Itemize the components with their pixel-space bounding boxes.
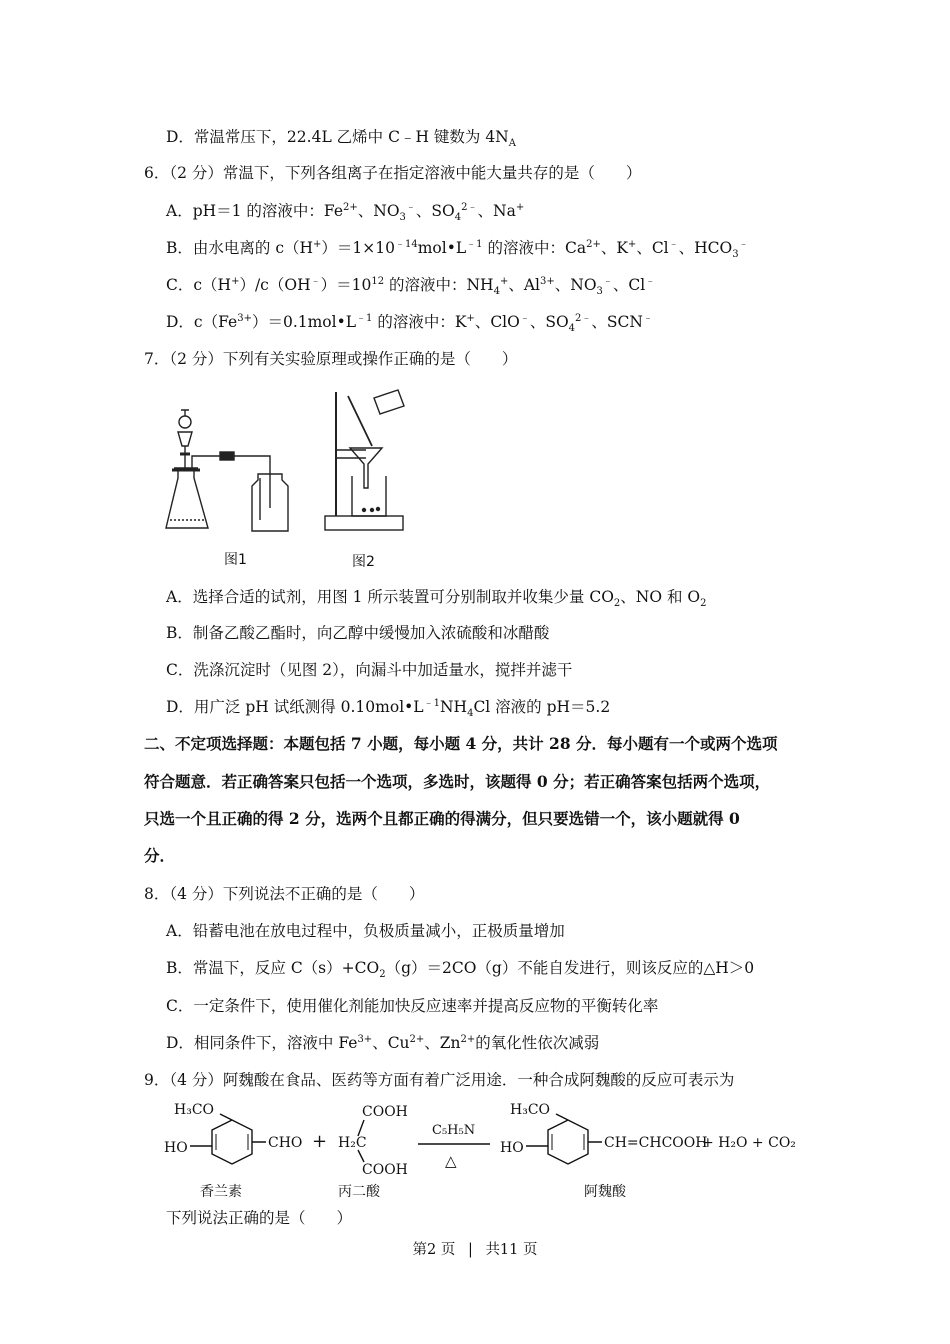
fig1-label: 图1 (224, 552, 247, 568)
sup: + (313, 238, 322, 250)
t: D．用广泛 pH 试纸测得 0.10mol•L (166, 698, 424, 716)
section2-line3: 只选一个且正确的得 2 分，选两个且都正确的得满分，但只要选错一个，该小题就得 0 (144, 809, 740, 828)
t: 、K (600, 239, 628, 257)
sub: 4 (493, 286, 500, 298)
t: ）＝0.1mol•L (251, 313, 357, 331)
section2-line2: 符合题意．若正确答案只包括一个选项，多选时，该题得 0 分；若正确答案包括两个选项， (144, 772, 771, 791)
sup: ﹣14 (395, 238, 418, 250)
sup: 12 (371, 275, 385, 287)
page-total: 共11 页 (485, 1242, 538, 1258)
t: ）＝10 (320, 276, 372, 294)
t: 、NO 和 O (620, 588, 701, 606)
sup: + (231, 275, 240, 287)
sub: 4 (454, 212, 462, 224)
sub: A (508, 138, 516, 150)
t: 、Al (508, 276, 540, 294)
fig2-apparatus (325, 390, 404, 530)
q7-stem: 7．（2 分）下列有关实验原理或操作正确的是（ ） (144, 350, 518, 368)
sup: ﹣1 (466, 238, 483, 250)
sup: ﹣ (668, 238, 679, 250)
sup: 3+ (540, 275, 555, 287)
q8-option-d (166, 1032, 599, 1054)
t: D．c（Fe (166, 313, 238, 331)
sub: 2 (613, 598, 621, 610)
fig2-label: 图2 (352, 554, 375, 570)
reaction-equation (160, 1094, 820, 1204)
vanillin-hydroxy: HO (164, 1140, 188, 1156)
t: 、SO (529, 313, 569, 331)
sup: + (515, 201, 525, 213)
t: ）/c（OH (239, 276, 311, 294)
t: A．选择合适的试剂，用图 1 所示装置可分别制取并收集少量 CO (166, 588, 614, 606)
q6-option-a (166, 200, 524, 222)
malonic-ch2: H₂C (338, 1135, 367, 1151)
sub: 2 (379, 969, 386, 981)
sup: 2﹣ (575, 312, 592, 324)
q6-option-b (166, 237, 749, 259)
t: 、Cu (372, 1034, 410, 1052)
vanillin-ring (212, 1120, 252, 1164)
t: mol•L (417, 239, 467, 257)
tube-clamp (220, 452, 234, 460)
page-number: 第2 页 (412, 1242, 456, 1258)
t: 、Zn (424, 1034, 461, 1052)
sup: 2+ (586, 238, 601, 250)
sup: 2+ (343, 201, 358, 213)
t: Cl 溶液的 pH＝5.2 (473, 698, 611, 716)
t: 、Na (477, 202, 516, 220)
vanillin-bonds (190, 1114, 266, 1146)
t: 、Cl (636, 239, 669, 257)
sup: 2+ (460, 1033, 476, 1045)
t: A．pH＝1 的溶液中：Fe (166, 202, 344, 220)
t: ）＝1×10 (321, 239, 395, 257)
sub: 3 (399, 212, 406, 224)
name-malonic-acid: 丙二酸 (338, 1184, 380, 1200)
page-footer (0, 1238, 950, 1259)
sup: + (499, 275, 509, 287)
ferulic-ring (548, 1120, 588, 1164)
q8-option-b (166, 957, 754, 979)
funnel-body (178, 432, 192, 446)
precipitate (363, 509, 366, 512)
precipitate (371, 509, 374, 512)
conical-flask (166, 468, 208, 528)
q8-option-c: C．一定条件下，使用催化剂能加快反应速率并提高反应物的平衡转化率 (166, 997, 659, 1015)
beaker (352, 476, 386, 516)
ferulic-side-chain: CH=CHCOOH (604, 1135, 708, 1151)
malonic-cooh-top: COOH (362, 1104, 408, 1120)
catalyst-label: C₅H₅N (432, 1123, 476, 1138)
q9-ask: 下列说法正确的是（ ） (166, 1209, 353, 1227)
sup: ﹣ (738, 238, 749, 250)
q8-option-a: A．铅蓄电池在放电过程中，负极质量减小，正极质量增加 (166, 922, 565, 940)
ferulic-methoxy: H₃CO (510, 1102, 551, 1118)
name-ferulic-acid: 阿魏酸 (584, 1184, 626, 1200)
section2-line4: 分． (144, 846, 176, 865)
t: C．c（H (166, 276, 232, 294)
t: B．由水电离的 c（H (166, 239, 314, 257)
t: 、ClO (474, 313, 520, 331)
t: 、SO (415, 202, 455, 220)
plus-sign: + (312, 1131, 328, 1152)
t: 、HCO (678, 239, 733, 257)
sub: 2 (700, 598, 707, 610)
sup: ﹣ (519, 312, 530, 324)
t: 、NO (554, 276, 597, 294)
funnel-bulb (179, 416, 191, 428)
stand-ring-clamp (336, 450, 366, 458)
sub: 4 (467, 708, 474, 720)
t: D．相同条件下，溶液中 Fe (166, 1034, 358, 1052)
t: 、Cl (612, 276, 646, 294)
t: 、NO (357, 202, 400, 220)
t: 的氧化性依次减弱 (475, 1034, 600, 1052)
delivery-tube (192, 456, 270, 508)
sup: 3+ (357, 1033, 373, 1045)
vanillin-aldehyde: CHO (268, 1135, 303, 1151)
pouring-beaker (374, 390, 404, 414)
t: 的溶液中：K (372, 313, 467, 331)
t: 、SCN (591, 313, 643, 331)
sup: + (627, 238, 637, 250)
t: 的溶液中：Ca (482, 239, 587, 257)
vanillin-methoxy: H₃CO (174, 1102, 215, 1118)
sub: 4 (568, 323, 576, 335)
sup: ﹣1 (356, 312, 373, 324)
sup: + (466, 312, 475, 324)
glass-rod (348, 396, 372, 446)
sub: 3 (732, 249, 739, 261)
sup: ﹣1 (423, 697, 440, 709)
apparatus-figure (160, 388, 420, 573)
precipitate (377, 508, 380, 511)
sup: ﹣ (645, 275, 656, 287)
q7-option-a (166, 586, 707, 608)
ferulic-bonds (526, 1114, 602, 1146)
q6-option-d (166, 311, 653, 333)
byproducts: + H₂O + CO₂ (702, 1135, 796, 1151)
fig1-apparatus (166, 410, 288, 531)
sup: 2﹣ (461, 201, 478, 213)
sup: ﹣ (405, 201, 416, 213)
sup: 2+ (409, 1033, 425, 1045)
sup: ﹣ (642, 312, 653, 324)
q7-option-b: B．制备乙酸乙酯时，向乙醇中缓慢加入浓硫酸和冰醋酸 (166, 624, 550, 642)
sub: 3 (596, 286, 603, 298)
q5-option-d (166, 126, 516, 148)
malonic-cooh-bottom: COOH (362, 1162, 408, 1178)
footer-separator: | (467, 1242, 473, 1258)
t: 的溶液中：NH (384, 276, 494, 294)
ferulic-double-bonds (552, 1134, 584, 1150)
q7-option-c: C．洗涤沉淀时（见图 2），向漏斗中加适量水，搅拌并滤干 (166, 661, 573, 679)
funnel-stopper (181, 410, 189, 416)
sup: 3+ (237, 312, 252, 324)
name-vanillin: 香兰素 (200, 1184, 242, 1200)
q5-option-d-text: D．常温常压下，22.4L 乙烯中 C﹣H 键数为 4N (166, 128, 509, 146)
t: NH (439, 698, 468, 716)
q9-stem: 9．（4 分）阿魏酸在食品、医药等方面有着广泛用途．一种合成阿魏酸的反应可表示为 (144, 1071, 735, 1089)
q6-stem: 6．（2 分）常温下，下列各组离子在指定溶液中能大量共存的是（ ） (144, 164, 642, 182)
vanillin-double-bonds (216, 1134, 248, 1150)
heat-symbol: △ (445, 1152, 457, 1170)
stand-base (325, 516, 403, 530)
section2-line1: 二、不定项选择题：本题包括 7 小题，每小题 4 分，共计 28 分．每小题有一个或两个选项 (144, 734, 778, 753)
q8-stem: 8．（4 分）下列说法不正确的是（ ） (144, 885, 425, 903)
q7-option-d (166, 696, 610, 718)
filter-funnel (350, 448, 382, 488)
t: B．常温下，反应 C（s）+CO (166, 959, 380, 977)
ferulic-hydroxy: HO (500, 1140, 524, 1156)
t: （g）＝2CO（g）不能自发进行，则该反应的△H＞0 (385, 959, 755, 977)
sup: ﹣ (602, 275, 613, 287)
q6-option-c (166, 274, 655, 296)
sup: ﹣ (310, 275, 321, 287)
